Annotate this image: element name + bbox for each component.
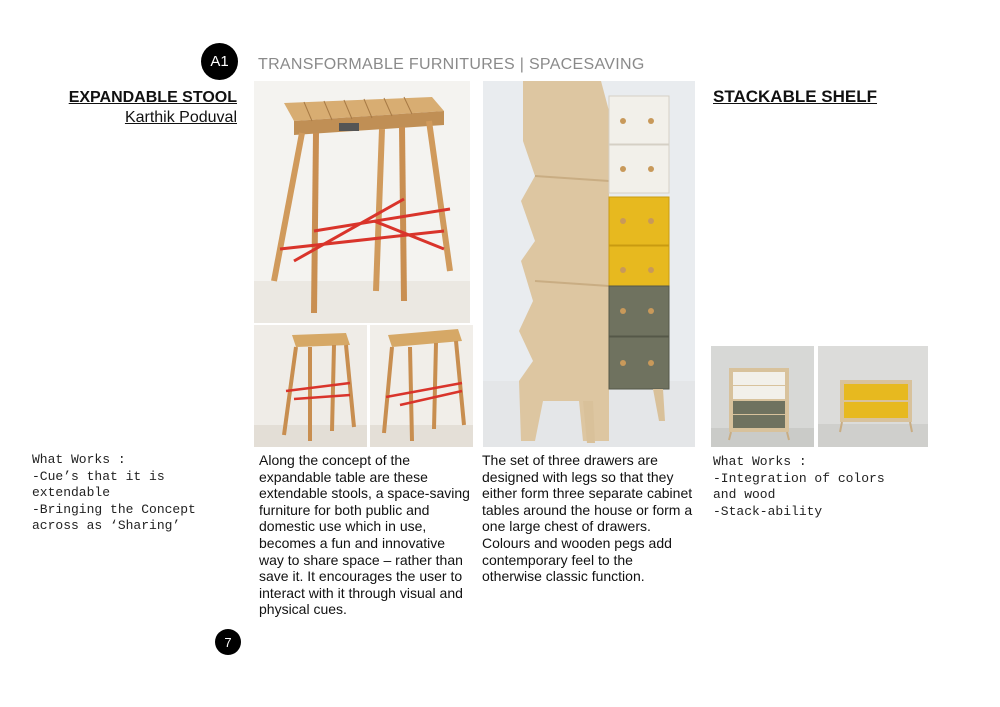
left-title-block xyxy=(69,88,237,128)
shelf-small-photo-2 xyxy=(818,346,928,447)
page-header-title: TRANSFORMABLE FURNITURES | SPACESAVING xyxy=(258,56,645,73)
section-badge-label: A1 xyxy=(210,53,229,70)
stool-description: Along the concept of the expandable table are these extendable stools, a space-saving furniture for both public and domestic use which in use, becomes a fun and innovative way to share space – rather than save it. It encourages the user to interact with it through visual and physical cues. xyxy=(259,452,470,618)
shelf-small-photo-1 xyxy=(711,346,814,447)
page-number-badge xyxy=(215,629,241,655)
stackable-shelf-title: STACKABLE SHELF xyxy=(713,87,878,106)
stool-what-works: What Works : -Cue’s that it is extendable -Bringing the Concept across as ‘Sharing’ xyxy=(32,452,196,534)
section-badge xyxy=(201,43,238,80)
stool-small-photo-1 xyxy=(254,325,367,447)
page-number: 7 xyxy=(224,634,232,650)
stool-small-photo-2 xyxy=(370,325,473,447)
stool-main-photo xyxy=(254,81,470,323)
author-name: Karthik Poduval xyxy=(124,109,237,126)
shelf-what-works: What Works : -Integration of colors and wood -Stack-ability xyxy=(713,454,885,519)
drawers-description: The set of three drawers are designed with legs so that they either form three separate cabinet tables around the house or form a one large chest of drawers. Colours and wooden pegs add contemporary feel to the otherwise classic function. xyxy=(482,452,693,585)
drawers-main-photo xyxy=(483,81,695,447)
expandable-stool-title: EXPANDABLE STOOL xyxy=(68,89,237,106)
